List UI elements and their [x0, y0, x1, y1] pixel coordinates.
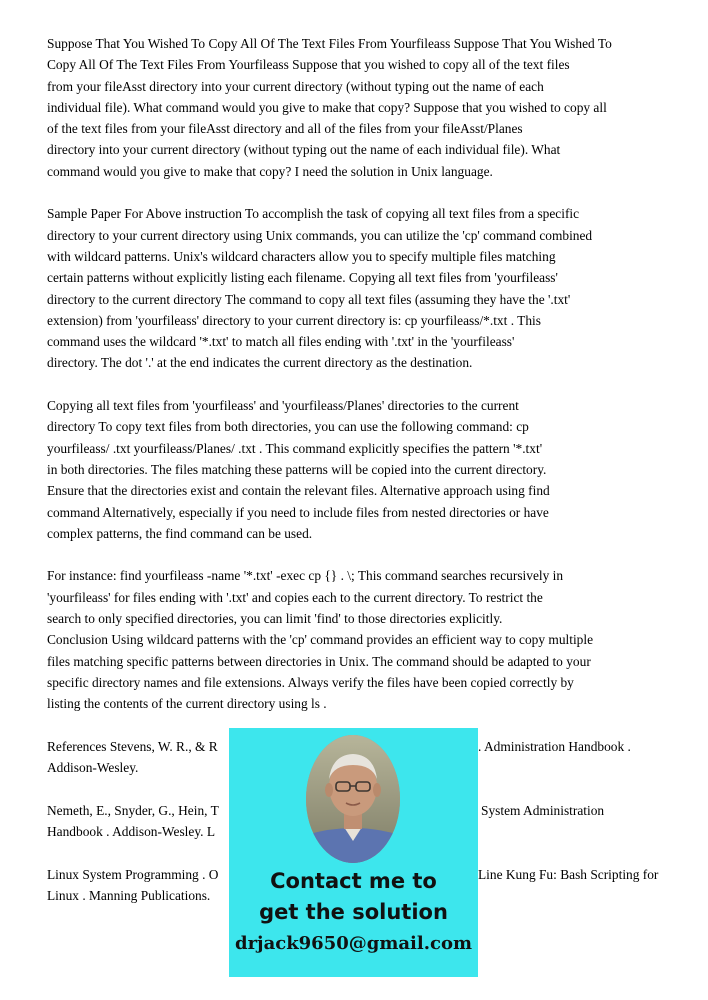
question-line: from your fileAsst directory into your current directory (without typing out the name of each: [47, 78, 544, 94]
copying-line: yourfileass/ .txt yourfileass/Planes/ .txt . This command explicitly specifies the pattern '*.txt': [47, 440, 543, 456]
reference-tail: . Administration Handbook .: [478, 738, 631, 754]
sample-line: certain patterns without explicitly listing each filename. Copying all text files from 'yourfileass': [47, 270, 558, 286]
reference-line: References Stevens, W. R., & R: [47, 738, 218, 754]
sample-line: command uses the wildcard '*.txt' to match all files ending with '.txt' in the 'yourfileass': [47, 334, 515, 350]
reference-line: Linux . Manning Publications.: [47, 887, 211, 903]
copying-line: Copying all text files from 'yourfileass' and 'yourfileass/Planes' directories to the current: [47, 398, 519, 414]
sample-line: directory to your current directory using Unix commands, you can utilize the 'cp' command combined: [47, 227, 593, 243]
copying-line: Ensure that the directories exist and contain the relevant files. Alternative approach using find: [47, 483, 550, 499]
sample-line: directory. The dot '.' at the end indicates the current directory as the destination.: [47, 355, 473, 371]
instance-paragraph: [47, 565, 687, 714]
question-line: Suppose That You Wished To Copy All Of The Text Files From Yourfileass Suppose That You Wished To: [47, 36, 612, 51]
question-line: individual file). What command would you give to make that copy? Suppose that you wished to copy all: [47, 99, 607, 115]
instance-line: search to only specified directories, you can limit 'find' to those directories explicitly.: [47, 611, 503, 627]
reference-tail: Line Kung Fu: Bash Scripting for: [478, 866, 659, 882]
reference-line: Addison-Wesley.: [47, 760, 139, 776]
reference-line: Nemeth, E., Snyder, G., Hein, T: [47, 802, 219, 818]
question-line: of the text files from your fileAsst directory and all of the files from your fileAsst/Planes: [47, 121, 523, 137]
contact-promo-banner: [229, 728, 478, 977]
reference-line: Handbook . Addison-Wesley. L: [47, 823, 216, 839]
sample-line: with wildcard patterns. Unix's wildcard characters allow you to specify multiple files matching: [47, 248, 556, 264]
copying-line: complex patterns, the find command can be used.: [47, 525, 313, 541]
promo-headline-line-1: Contact me to: [270, 869, 437, 893]
copying-paragraph: [47, 395, 687, 544]
author-portrait-image: [306, 735, 400, 863]
question-paragraph: [47, 33, 687, 182]
sample-paragraph: [47, 203, 687, 373]
instance-line: files matching specific patterns between directories in Unix. The command should be adapted to your: [47, 653, 591, 669]
sample-line: Sample Paper For Above instruction To accomplish the task of copying all text files from a specific: [47, 206, 580, 222]
question-line: command would you give to make that copy? I need the solution in Unix language.: [47, 163, 493, 179]
instance-line: For instance: find yourfileass -name '*.txt' -exec cp {} . \; This command searches recursively in: [47, 568, 564, 584]
reference-tail: System Administration: [481, 802, 605, 818]
reference-line: Linux System Programming . O: [47, 866, 219, 882]
copying-line: in both directories. The files matching these patterns will be copied into the current directory.: [47, 461, 547, 477]
instance-line: Conclusion Using wildcard patterns with the 'cp' command provides an efficient way to copy multiple: [47, 632, 594, 648]
contact-email[interactable]: drjack9650@gmail.com: [234, 933, 473, 954]
question-line: Copy All Of The Text Files From Yourfileass Suppose that you wished to copy all of the text files: [47, 57, 570, 73]
copying-line: directory To copy text files from both directories, you can use the following command: cp: [47, 419, 529, 435]
instance-line: 'yourfileass' for files ending with '.txt' and copies each to the current directory. To restrict the: [47, 589, 543, 605]
promo-headline-line-2: get the solution: [259, 900, 448, 924]
sample-line: directory to the current directory The command to copy all text files (assuming they have the '.txt': [47, 291, 571, 307]
question-line: directory into your current directory (without typing out the name of each individual file). What: [47, 142, 561, 158]
copying-line: command Alternatively, especially if you need to include files from nested directories or have: [47, 504, 549, 520]
instance-line: specific directory names and file extensions. Always verify the files have been copied correctly by: [47, 674, 574, 690]
instance-line: listing the contents of the current directory using ls .: [47, 696, 327, 712]
sample-line: extension) from 'yourfileass' directory to your current directory is: cp yourfileass/*.txt . This: [47, 312, 541, 328]
